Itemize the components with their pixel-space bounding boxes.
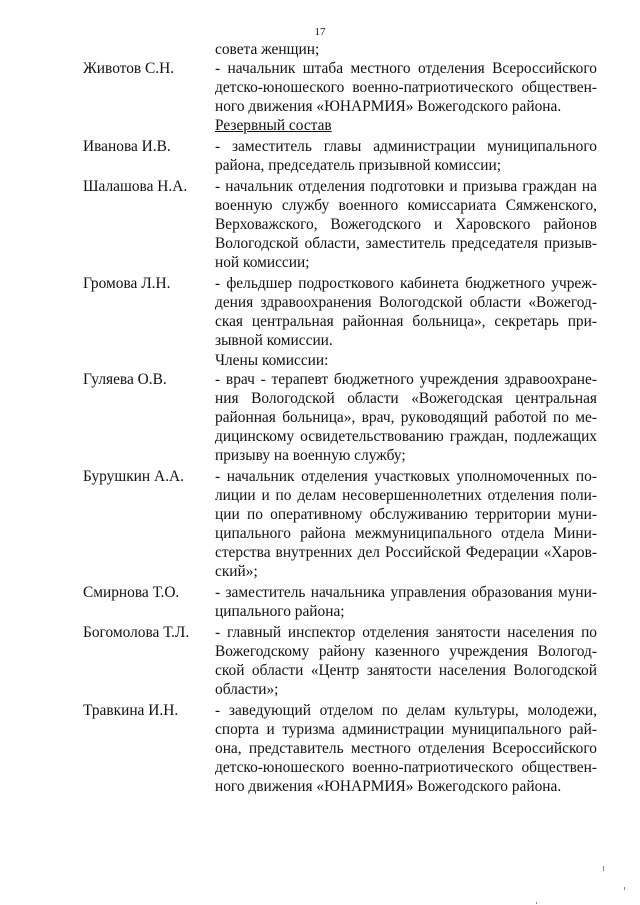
member-role-line: лиции и по делам несовершеннолетних отделения поли-: [215, 487, 597, 504]
member-name: Громова Л.Н.: [83, 275, 171, 292]
member-role-line: дицинскому освидетельствованию граждан, подлежащих: [215, 428, 597, 445]
member-role-line: ципального района межмуниципального отдела Мини-: [215, 525, 597, 542]
member-role-line: области»;: [215, 681, 279, 698]
member-role-line: - начальник отделения участковых уполномоченных по-: [215, 468, 597, 485]
member-name: Животов С.Н.: [83, 60, 175, 77]
page-number: 17: [314, 26, 326, 38]
member-role-line: - заведующий отделом по делам культуры, молодежи,: [215, 702, 597, 719]
member-role-line: дения здравоохранения Вологодской области «Вожегод-: [215, 294, 597, 311]
scan-artifact: [624, 887, 625, 890]
member-role-line: - врач - терапевт бюджетного учреждения здравоохране-: [215, 371, 597, 388]
section-heading: Резервный состав: [215, 117, 332, 134]
member-role-line: - фельдшер подросткового кабинета бюджетного учреж-: [215, 275, 597, 292]
member-name: Иванова И.В.: [83, 138, 171, 155]
member-role-line: района, председатель призывной комиссии;: [215, 157, 501, 174]
member-role-line: совета женщин;: [215, 41, 320, 58]
member-name: Гуляева О.В.: [83, 371, 167, 388]
member-role-line: детско-юношеского военно-патриотического обществен-: [215, 759, 597, 776]
member-role-line: ния Вологодской области «Вожегодская центральная: [215, 390, 597, 407]
member-role-line: ской области «Центр занятости населения Вологодской: [215, 662, 597, 679]
member-role-line: Члены комиссии:: [215, 352, 329, 369]
member-role-line: - начальник штаба местного отделения Всероссийского: [215, 60, 597, 77]
member-role-line: стерства внутренних дел Российской Федерации «Харов-: [215, 544, 597, 561]
member-role-line: ной комиссии;: [215, 254, 310, 271]
member-role-line: районная больница», врач, руководящий работой по ме-: [215, 409, 597, 426]
member-name: Богомолова Т.Л.: [83, 624, 190, 641]
member-name: Смирнова Т.О.: [83, 584, 180, 601]
member-name: Травкина И.Н.: [83, 702, 179, 719]
member-role-line: ская центральная районная больница», секретарь при-: [215, 313, 597, 330]
member-role-line: - начальник отделения подготовки и призыва граждан на: [215, 178, 597, 195]
scan-artifact: [603, 866, 604, 871]
member-role-line: зывной комиссии.: [215, 332, 333, 349]
member-role-line: ного движения «ЮНАРМИЯ» Вожегодского района.: [215, 98, 562, 115]
member-role-line: Вологодской области, заместитель председателя призыв-: [215, 235, 597, 252]
member-role-line: - главный инспектор отделения занятости населения по: [215, 624, 597, 641]
member-name: Бурушкин А.А.: [83, 468, 184, 485]
member-role-line: ципального района;: [215, 603, 345, 620]
member-role-line: ции по оперативному обслуживанию территории муни-: [215, 506, 597, 523]
member-role-line: спорта и туризма администрации муниципального рай-: [215, 721, 597, 738]
member-role-line: ский»;: [215, 563, 258, 580]
member-role-line: детско-юношеского военно-патриотического обществен-: [215, 79, 597, 96]
member-role-line: она, представитель местного отделения Всероссийского: [215, 740, 597, 757]
member-name: Шалашова Н.А.: [83, 178, 188, 195]
member-role-line: - заместитель главы администрации муниципального: [215, 138, 597, 155]
member-role-line: военную службу военного комиссариата Сямженского,: [215, 197, 597, 214]
member-role-line: ного движения «ЮНАРМИЯ» Вожегодского района.: [215, 778, 562, 795]
member-role-line: - заместитель начальника управления образования муни-: [215, 584, 597, 601]
member-role-line: Вожегодскому району казенного учреждения Вологод-: [215, 643, 597, 660]
scan-artifact: [536, 902, 537, 904]
member-role-line: призыву на военную службу;: [215, 447, 406, 464]
member-role-line: Верховажского, Вожегодского и Харовского районов: [215, 216, 597, 233]
